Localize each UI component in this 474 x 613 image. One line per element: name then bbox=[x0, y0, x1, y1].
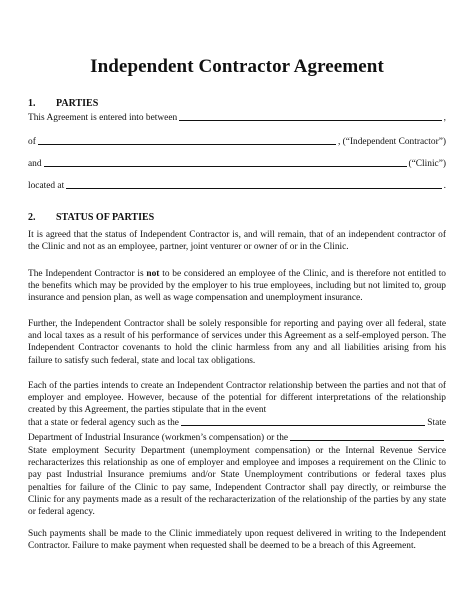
section-1-heading bbox=[28, 98, 98, 109]
parties-line-3-text: and bbox=[28, 159, 42, 169]
blank-clinic-name[interactable] bbox=[44, 165, 407, 167]
status-paragraph-5 bbox=[28, 445, 446, 518]
parties-line-3 bbox=[28, 159, 446, 169]
parties-line-3-suffix: (“Clinic”) bbox=[408, 159, 446, 169]
parties-line-2-text: of bbox=[28, 137, 36, 147]
blank-state-agency[interactable] bbox=[181, 424, 425, 426]
section-2-heading bbox=[28, 212, 154, 223]
status-paragraph-5-text: State employment Security Department (unemployment compensation) or the Internal Revenue Service recharacterizes this relationship as one of employer and employee and imposes a requirement on the Clinic to pay past Industrial Insurance premiums and/or State Unemployment contributions or federal taxes plus penalties for failure of the Clinic to pay same, Independent Contractor shall pay directly, or reimburse the Clinic for any payments made as a result of the recharacterization of the relationship of the parties by any state or federal agency. bbox=[28, 446, 446, 518]
document-title: Independent Contractor Agreement bbox=[90, 56, 384, 77]
parties-line-1-text: This Agreement is entered into between bbox=[28, 113, 178, 123]
status-paragraph-6-text: Such payments shall be made to the Clinic immediately upon request delivered in writing to the Independent Contractor. Failure to make payment when requested shall be deemed to be a breach of this Agreement. bbox=[28, 529, 446, 552]
section-2-number: 2. bbox=[28, 212, 36, 223]
agency-line-text: that a state or federal agency such as the bbox=[28, 418, 179, 428]
blank-contractor-address[interactable] bbox=[38, 143, 336, 145]
blank-security-department[interactable] bbox=[290, 439, 444, 441]
status-paragraph-1-text: It is agreed that the status of Independent Contractor is, and will remain, that of an independent contractor of the Clinic and not as an employee, partner, joint venturer or owner of or in the Clinic. bbox=[28, 230, 446, 253]
p2-bold-not: not bbox=[146, 269, 160, 279]
parties-line-4 bbox=[28, 181, 446, 191]
parties-line-1 bbox=[28, 113, 446, 123]
status-paragraph-1 bbox=[28, 229, 446, 253]
parties-line-1-suffix: , bbox=[443, 113, 446, 123]
agency-line-suffix: State bbox=[427, 418, 446, 428]
department-line-text: Department of Industrial Insurance (workmen’s compensation) or the bbox=[28, 433, 289, 443]
status-paragraph-4-text: Each of the parties intends to create an Independent Contractor relationship between the parties and not that of employer and employee. However, because of the potential for different interpretations of the relationship created by this Agreement, the parties stipulate that in the event bbox=[28, 381, 446, 416]
status-paragraph-6 bbox=[28, 528, 446, 552]
parties-line-4-suffix: . bbox=[443, 181, 446, 191]
status-paragraph-2 bbox=[28, 268, 446, 305]
p2-start: The Independent Contractor is bbox=[28, 269, 147, 279]
agency-line bbox=[28, 418, 446, 428]
status-paragraph-3 bbox=[28, 318, 446, 367]
blank-clinic-location[interactable] bbox=[66, 187, 441, 189]
parties-line-2 bbox=[28, 137, 446, 147]
status-paragraph-2-text bbox=[28, 268, 446, 305]
section-1-title: PARTIES bbox=[56, 98, 99, 109]
section-2-title: STATUS OF PARTIES bbox=[56, 212, 155, 223]
parties-line-4-text: located at bbox=[28, 181, 65, 191]
status-paragraph-3-text: Further, the Independent Contractor shall be solely responsible for reporting and paying over all federal, state and local taxes as a result of his performance of services under this Agreement as a self-employed person. The Independent Contractor covenants to hold the clinic harmless from any and all liabilities arising from his failure to satisfy such federal, state and local tax obligations. bbox=[28, 319, 446, 366]
parties-line-2-suffix: , (“Independent Contractor”) bbox=[337, 137, 446, 147]
department-line bbox=[28, 433, 446, 443]
p2-end: to be considered an employee of the Clinic, and is therefore not entitled to the benefits which may be provided by the employer to his true employees, including but not limited to, group insurance and pension plan, as well as wage compensation and unemployment insurance. bbox=[28, 269, 446, 304]
blank-party-name[interactable] bbox=[179, 119, 441, 121]
status-paragraph-4 bbox=[28, 380, 446, 417]
section-1-number: 1. bbox=[28, 98, 36, 109]
